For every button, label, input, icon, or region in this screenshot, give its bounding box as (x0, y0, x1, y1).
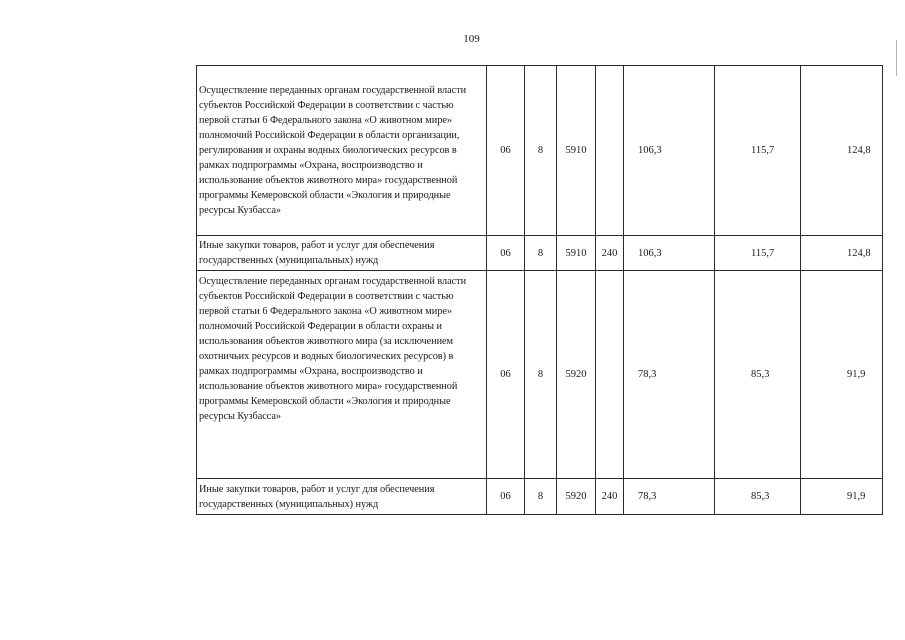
cell-expense-type: 240 (596, 236, 624, 271)
row-description: Осуществление переданных органам государственной власти субъектов Российской Федерации в соответствии с частью первой статьи 6 Федерального закона «О животном мире» полномочий Российской Федерации в области охраны и использования объектов животного мира (за исключением охотничьих ресурсов и водных биологических ресурсов) в рамках подпрограммы «Охрана, воспроизводство и использование объектов животного мира» государственной программы Кемеровской области «Экология и природные ресурсы Кузбасса» (197, 271, 487, 479)
table-row (197, 271, 883, 479)
cell-section: 06 (487, 271, 525, 479)
cell-subprogram: 8 (525, 236, 557, 271)
budget-table (196, 65, 883, 515)
cell-value-3: 91,9 (801, 479, 883, 515)
cell-target-code: 5920 (557, 479, 596, 515)
cell-value-3: 124,8 (801, 236, 883, 271)
cell-value-2: 85,3 (715, 479, 801, 515)
cell-section: 06 (487, 236, 525, 271)
cell-value-3: 91,9 (801, 271, 883, 479)
row-description: Иные закупки товаров, работ и услуг для обеспечения государственных (муниципальных) нужд (197, 236, 487, 271)
row-description: Иные закупки товаров, работ и услуг для обеспечения государственных (муниципальных) нужд (197, 479, 487, 515)
cell-target-code: 5920 (557, 271, 596, 479)
cell-value-2: 115,7 (715, 66, 801, 236)
cell-value-3: 124,8 (801, 66, 883, 236)
table-row (197, 236, 883, 271)
scan-edge-mark (896, 40, 897, 76)
cell-target-code: 5910 (557, 66, 596, 236)
cell-target-code: 5910 (557, 236, 596, 271)
cell-expense-type (596, 66, 624, 236)
table-row (197, 479, 883, 515)
cell-value-1: 78,3 (624, 271, 715, 479)
cell-value-1: 106,3 (624, 66, 715, 236)
cell-subprogram: 8 (525, 271, 557, 479)
cell-expense-type: 240 (596, 479, 624, 515)
cell-expense-type (596, 271, 624, 479)
cell-section: 06 (487, 66, 525, 236)
cell-value-2: 115,7 (715, 236, 801, 271)
cell-value-2: 85,3 (715, 271, 801, 479)
cell-value-1: 78,3 (624, 479, 715, 515)
cell-section: 06 (487, 479, 525, 515)
page-number: 109 (463, 33, 480, 45)
row-description: Осуществление переданных органам государственной власти субъектов Российской Федерации в соответствии с частью первой статьи 6 Федерального закона «О животном мире» полномочий Российской Федерации в области организации, регулирования и охраны водных биологических ресурсов в рамках подпрограммы «Охрана, воспроизводство и использование объектов животного мира» государственной программы Кемеровской области «Экология и природные ресурсы Кузбасса» (197, 66, 487, 236)
cell-subprogram: 8 (525, 66, 557, 236)
cell-subprogram: 8 (525, 479, 557, 515)
table-row (197, 66, 883, 236)
cell-value-1: 106,3 (624, 236, 715, 271)
